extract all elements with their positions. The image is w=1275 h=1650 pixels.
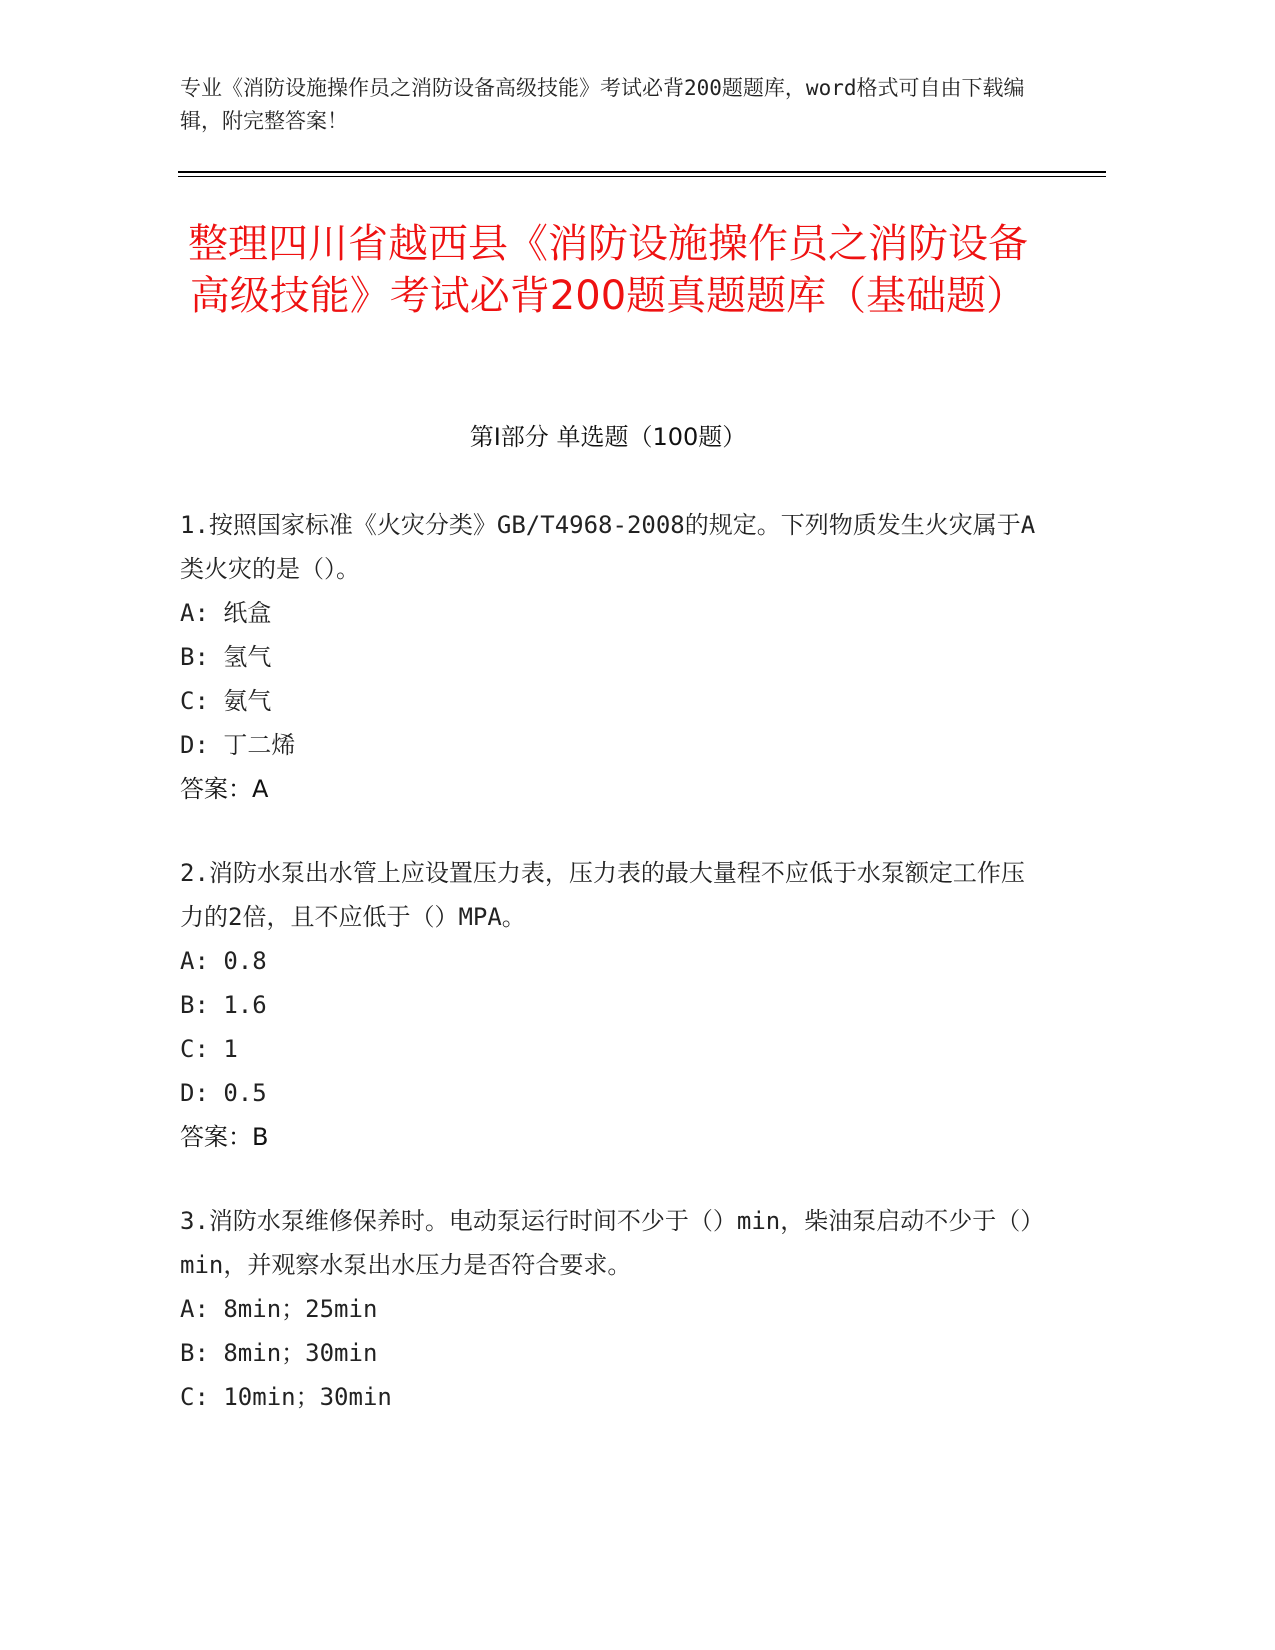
option-b: B: 1.6 (180, 991, 267, 1019)
answer: 答案：A (180, 775, 269, 803)
answer: 答案：B (180, 1123, 269, 1151)
header-note: 专业《消防设施操作员之消防设备高级技能》考试必背200题题库，word格式可自由下载编辑，附完整答案！ (180, 76, 1025, 133)
question-stem: 2.消防水泵出水管上应设置压力表，压力表的最大量程不应低于水泵额定工作压力的2倍，且不应低于（）MPA。 (180, 859, 1025, 931)
option-b: B: 8min；30min (180, 1339, 378, 1367)
header-divider-thin (178, 176, 1106, 177)
question-stem: 1.按照国家标准《火灾分类》GB/T4968-2008的规定。下列物质发生火灾属于A类火灾的是（）。 (180, 511, 1036, 583)
document-title: 整理四川省越西县《消防设施操作员之消防设备高级技能》考试必背200题真题题库（基础题） (188, 221, 1028, 319)
question-stem: 3.消防水泵维修保养时。电动泵运行时间不少于（）min，柴油泵启动不少于（）min，并观察水泵出水压力是否符合要求。 (180, 1207, 1033, 1279)
option-a: A: 纸盒 (180, 599, 272, 627)
option-d: D: 0.5 (180, 1079, 267, 1107)
option-c: C: 10min；30min (180, 1383, 392, 1411)
header-divider-thick (178, 171, 1106, 173)
option-c: C: 氨气 (180, 687, 272, 715)
option-b: B: 氢气 (180, 643, 272, 671)
option-c: C: 1 (180, 1035, 238, 1063)
option-a: A: 0.8 (180, 947, 267, 975)
question-3 (180, 1199, 1040, 1419)
option-a: A: 8min；25min (180, 1295, 378, 1323)
question-1 (180, 503, 1040, 811)
section-heading: 第I部分 单选题（100题） (469, 423, 747, 451)
option-d: D: 丁二烯 (180, 731, 296, 759)
question-2 (180, 851, 1040, 1159)
